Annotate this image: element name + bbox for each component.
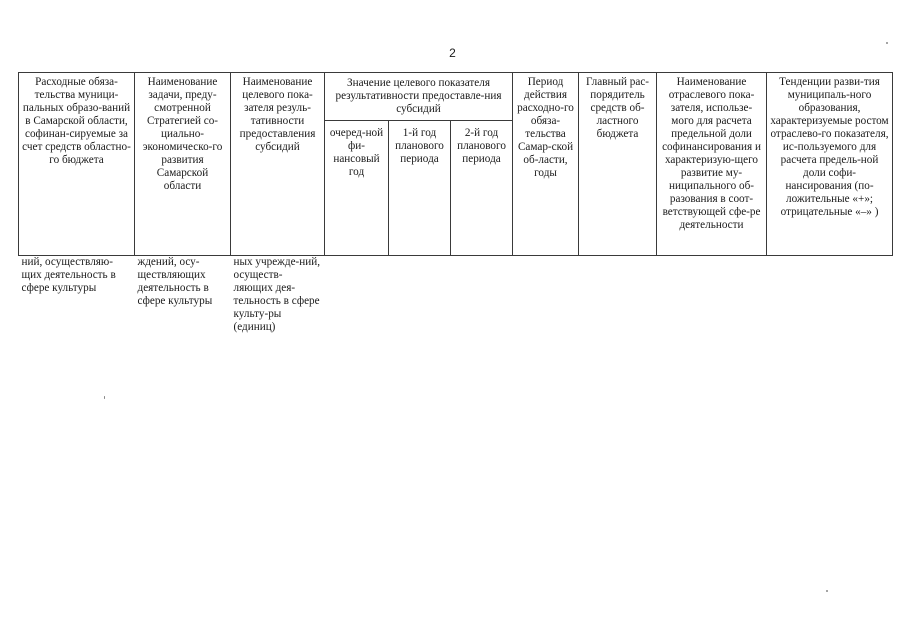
header-expense-obligations: Расходные обяза-тельства муници-пальных образо-ваний в Самарской области, софинан-сируемые за счет средств областно-го бюджета	[19, 73, 135, 256]
indicators-table	[18, 72, 893, 334]
subheader-planning-year-2: 2-й год планового периода	[451, 121, 513, 256]
scan-speck	[104, 396, 105, 399]
continuation-cell-3: ных учрежде-ний, осуществ-ляющих дея-тельность в сфере культу-ры (единиц)	[233, 256, 321, 333]
continuation-cell-1: ний, осуществляю-щих деятельность в сфере культуры	[21, 256, 116, 294]
header-chief-administrator: Главный рас-порядитель средств об-ластного бюджета	[579, 73, 657, 256]
header-obligation-period: Период действия расходно-го обяза-тельства Самар-ской об-ласти, годы	[513, 73, 579, 256]
subheader-planning-year-1: 1-й год планового периода	[389, 121, 451, 256]
scan-speck	[826, 590, 828, 592]
header-target-indicator-name: Наименование целевого пока-зателя резуль-тативности предоставления субсидий	[231, 73, 325, 256]
continuation-empty	[325, 256, 893, 335]
continuation-cell-2: ждений, осу-ществляющих деятельность в сфере культуры	[137, 256, 213, 307]
continuation-row	[19, 256, 893, 335]
header-task-name: Наименование задачи, преду-смотренной Стратегией со-циально-экономическо-го развития Самарской области	[135, 73, 231, 256]
subheader-next-fiscal-year: очеред-ной фи-нансовый год	[325, 121, 389, 256]
header-row	[19, 73, 893, 121]
header-development-trends: Тенденции разви-тия муниципаль-ного образования, характеризуемые ростом отраслево-го показателя, ис-пользуемого для расчета предель-ной доли софи-нансирования (по-ложительные «+»; отрицательные «–» )	[767, 73, 893, 256]
header-target-indicator-value: Значение целевого показателя результативности предоставле-ния субсидий	[325, 73, 513, 121]
page-number: 2	[449, 46, 456, 60]
scan-speck	[886, 42, 888, 44]
header-sector-indicator-name: Наименование отраслевого пока-зателя, использе-мого для расчета предельной доли софинансирования и характеризую-щего развитие му-ниципального об-разования в соот-ветствующей сфе-ре деятельности	[657, 73, 767, 256]
